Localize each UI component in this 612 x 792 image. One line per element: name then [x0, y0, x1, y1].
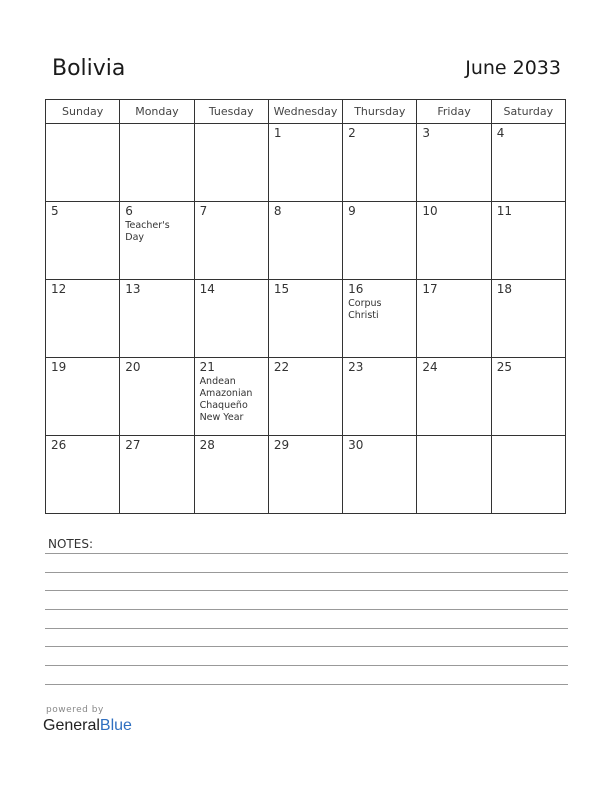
day-number: 24 — [422, 360, 438, 374]
notes-label: NOTES: — [48, 537, 93, 551]
powered-by-text: powered by — [46, 705, 104, 715]
day-number: 3 — [422, 126, 431, 140]
weekday-friday: Friday — [417, 100, 491, 124]
day-cell — [46, 280, 120, 358]
note-line — [45, 684, 568, 685]
day-cell — [417, 436, 491, 514]
day-cell — [491, 358, 565, 436]
week-row — [46, 280, 566, 358]
day-number: 2 — [348, 126, 356, 140]
day-cell — [46, 124, 120, 202]
brand-general: General — [43, 717, 100, 734]
day-number: 13 — [125, 282, 141, 296]
note-line — [45, 590, 568, 591]
weekday-tuesday: Tuesday — [194, 100, 268, 124]
day-cell — [46, 202, 120, 280]
day-cell — [194, 280, 268, 358]
day-cell — [491, 436, 565, 514]
day-number: 30 — [348, 438, 364, 452]
country-title: Bolivia — [52, 56, 126, 81]
weekday-sunday: Sunday — [46, 100, 120, 124]
weekday-header-row — [46, 100, 566, 124]
day-number: 1 — [273, 126, 282, 140]
day-number: 26 — [51, 438, 67, 452]
note-line — [45, 609, 568, 610]
day-cell — [46, 436, 120, 514]
day-number: 8 — [273, 204, 282, 218]
day-number: 14 — [199, 282, 215, 296]
day-number: 21 — [199, 360, 215, 374]
calendar-grid — [45, 99, 566, 514]
day-cell — [417, 358, 491, 436]
weekday-thursday: Thursday — [343, 100, 417, 124]
day-cell — [343, 280, 417, 358]
holiday-line: Day — [125, 232, 145, 243]
day-cell — [343, 436, 417, 514]
day-cell — [194, 124, 268, 202]
weekday-saturday: Saturday — [491, 100, 565, 124]
day-cell — [268, 124, 342, 202]
day-number: 15 — [273, 282, 290, 296]
day-cell — [491, 202, 565, 280]
day-number: 7 — [199, 204, 208, 218]
day-cell — [120, 202, 194, 280]
day-cell — [343, 124, 417, 202]
holiday-label — [125, 220, 193, 244]
day-number: 25 — [496, 360, 512, 374]
holiday-line: Corpus — [348, 298, 382, 309]
day-number: 5 — [51, 204, 59, 218]
day-number: 29 — [273, 438, 290, 452]
day-number: 18 — [496, 282, 512, 296]
holiday-line: Christi — [348, 310, 379, 321]
day-cell — [120, 124, 194, 202]
day-number: 22 — [273, 360, 290, 374]
weekday-wednesday: Wednesday — [268, 100, 342, 124]
month-title: June 2033 — [465, 57, 561, 79]
day-cell — [194, 436, 268, 514]
day-number: 11 — [496, 204, 512, 218]
day-number: 9 — [348, 204, 356, 218]
day-number: 16 — [348, 282, 364, 296]
day-number: 12 — [51, 282, 67, 296]
day-number: 4 — [496, 126, 505, 140]
day-number: 6 — [125, 204, 133, 218]
week-row — [46, 202, 566, 280]
day-cell — [268, 358, 342, 436]
day-cell — [268, 202, 342, 280]
day-cell — [268, 436, 342, 514]
holiday-line: New Year — [199, 412, 244, 423]
holiday-label — [200, 376, 268, 424]
day-number: 20 — [125, 360, 141, 374]
day-cell — [417, 202, 491, 280]
note-line — [45, 646, 568, 647]
holiday-line: Chaqueño — [199, 400, 248, 411]
day-cell — [194, 358, 268, 436]
note-line — [45, 665, 568, 666]
brand-blue: Blue — [99, 717, 132, 734]
brand-logo — [43, 717, 132, 735]
week-row — [46, 124, 566, 202]
note-line — [45, 572, 568, 573]
day-cell — [268, 280, 342, 358]
day-cell — [46, 358, 120, 436]
day-number: 27 — [125, 438, 141, 452]
day-cell — [417, 124, 491, 202]
note-line — [45, 628, 568, 629]
day-cell — [120, 280, 194, 358]
day-number: 28 — [199, 438, 215, 452]
day-cell — [343, 358, 417, 436]
day-cell — [343, 202, 417, 280]
day-cell — [417, 280, 491, 358]
day-number: 19 — [51, 360, 67, 374]
day-cell — [491, 280, 565, 358]
holiday-label — [348, 298, 416, 322]
day-number: 10 — [422, 204, 438, 218]
day-number: 23 — [348, 360, 364, 374]
holiday-line: Amazonian — [199, 388, 253, 399]
day-cell — [120, 436, 194, 514]
holiday-line: Teacher's — [125, 220, 170, 231]
day-number: 17 — [422, 282, 438, 296]
day-cell — [120, 358, 194, 436]
week-row — [46, 436, 566, 514]
day-cell — [491, 124, 565, 202]
note-line — [45, 553, 568, 554]
holiday-line: Andean — [199, 376, 236, 387]
week-row — [46, 358, 566, 436]
weekday-monday: Monday — [120, 100, 194, 124]
day-cell — [194, 202, 268, 280]
